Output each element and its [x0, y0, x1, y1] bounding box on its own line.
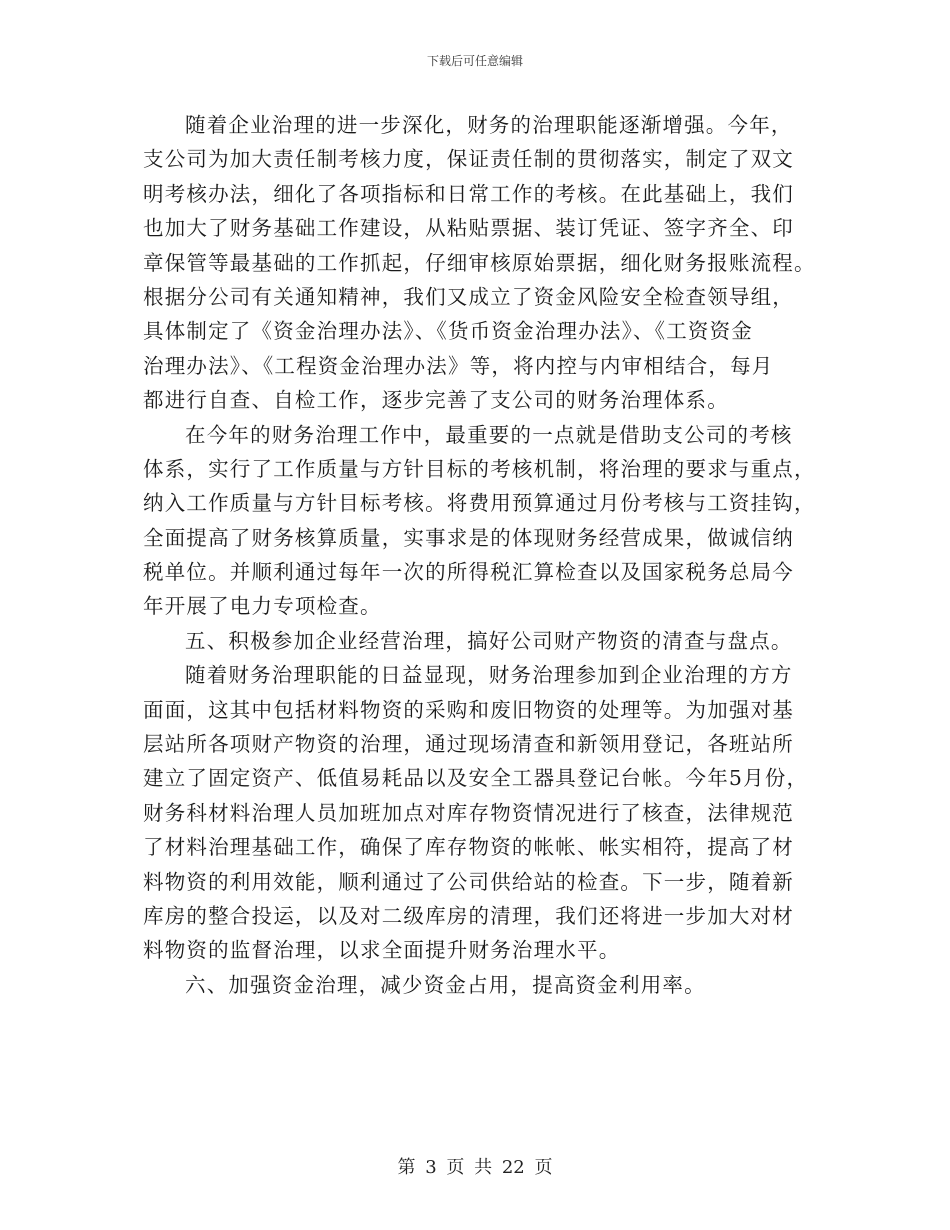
- body-line: 面面，这其中包括材料物资的采购和废旧物资的处理等。为加强对基: [143, 697, 794, 722]
- body-line: 支公司为加大责任制考核力度，保证责任制的贯彻落实，制定了双文: [143, 147, 794, 172]
- body-line: 具体制定了《资金治理办法》、《货币资金治理办法》、《工资资金: [143, 319, 753, 344]
- body-line: 根据分公司有关通知精神，我们又成立了资金风险安全检查领导组，: [143, 284, 794, 309]
- body-line: 纳入工作质量与方针目标考核。将费用预算通过月份考核与工资挂钩，: [143, 491, 816, 516]
- body-line: 年开展了电力专项检查。: [143, 594, 382, 619]
- body-line: 明考核办法，细化了各项指标和日常工作的考核。在此基础上，我们: [143, 181, 794, 206]
- body-line: 在今年的财务治理工作中，最重要的一点就是借助支公司的考核: [185, 422, 793, 447]
- body-line: 随着财务治理职能的日益显现，财务治理参加到企业治理的方方: [185, 663, 793, 688]
- body-line: 章保管等最基础的工作抓起，仔细审核原始票据，细化财务报账流程。: [143, 250, 816, 275]
- body-line: 体系，实行了工作质量与方针目标的考核机制，将治理的要求与重点，: [143, 456, 816, 481]
- body-line: 税单位。并顺利通过每年一次的所得税汇算检查以及国家税务总局今: [143, 560, 794, 585]
- body-line: 料物资的利用效能，顺利通过了公司供给站的检查。下一步，随着新: [143, 869, 794, 894]
- body-line: 治理办法》、《工程资金治理办法》等，将内控与内审相结合，每月: [143, 353, 774, 378]
- body-line: 都进行自查、自检工作，逐步完善了支公司的财务治理体系。: [143, 388, 729, 413]
- body-line: 建立了固定资产、低值易耗品以及安全工器具登记台帐。今年5月份，: [143, 766, 809, 791]
- body-line: 库房的整合投运，以及对二级库房的清理，我们还将进一步加大对材: [143, 903, 794, 928]
- body-line: 料物资的监督治理，以求全面提升财务治理水平。: [143, 938, 621, 963]
- body-line: 了材料治理基础工作，确保了库存物资的帐帐、帐实相符，提高了材: [143, 835, 794, 860]
- page-header: 下载后可任意编辑: [426, 54, 523, 68]
- body-line: 也加大了财务基础工作建设，从粘贴票据、装订凭证、签字齐全、印: [143, 216, 794, 241]
- body-line: 财务科材料治理人员加班加点对库存物资情况进行了核查，法律规范: [143, 800, 794, 825]
- section-heading: 五、积极参加企业经营治理，搞好公司财产物资的清查与盘点。: [185, 628, 793, 653]
- document-body: [143, 108, 816, 1002]
- section-heading: 六、加强资金治理，减少资金占用，提高资金利用率。: [185, 972, 706, 997]
- body-line: 随着企业治理的进一步深化，财务的治理职能逐渐增强。今年，: [185, 113, 793, 137]
- body-line: 层站所各项财产物资的治理，通过现场清查和新领用登记，各班站所: [143, 732, 794, 757]
- page-number: 第 3 页 共 22 页: [397, 1157, 553, 1178]
- body-line: 全面提高了财务核算质量，实事求是的体现财务经营成果，做诚信纳: [143, 525, 794, 550]
